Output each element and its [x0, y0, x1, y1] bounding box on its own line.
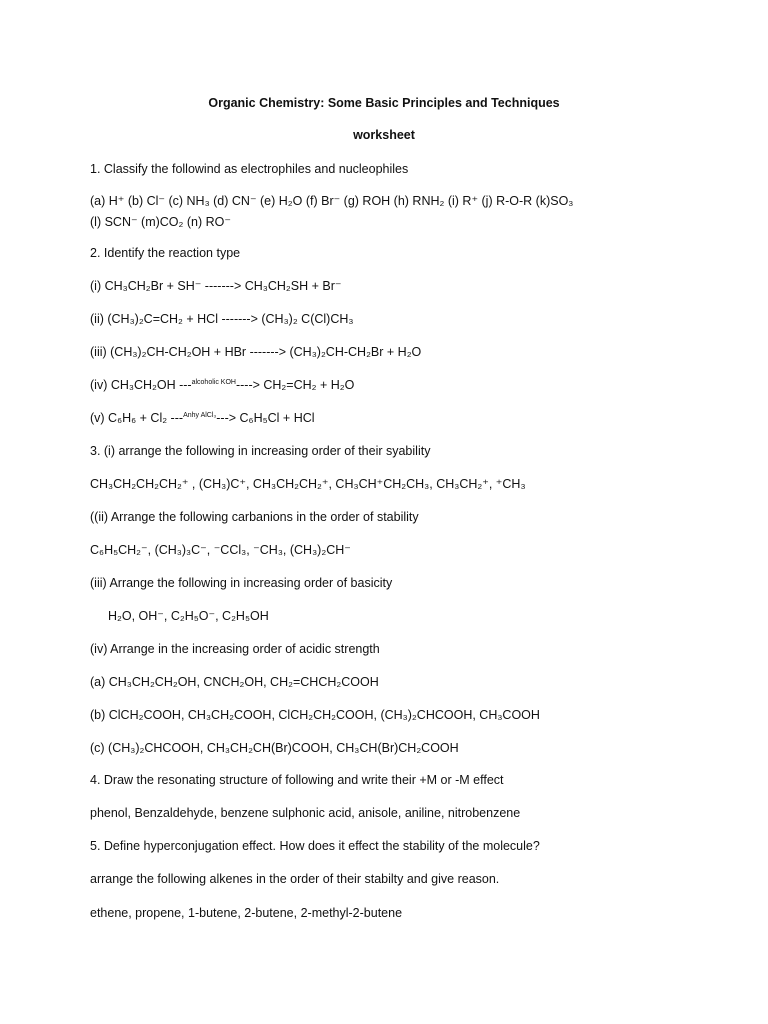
- question-3-iii-items: H₂O, OH⁻, C₂H₅O⁻, C₂H₅OH: [108, 609, 269, 623]
- page-title: Organic Chemistry: Some Basic Principles and Techniques: [208, 96, 560, 110]
- question-1: 1. Classify the followind as electrophiles and nucleophiles: [90, 162, 409, 176]
- question-4-items: phenol, Benzaldehyde, benzene sulphonic acid, anisole, aniline, nitrobenzene: [90, 806, 521, 820]
- question-3-ii-items: C₆H₅CH₂⁻, (CH₃)₃C⁻, ⁻CCl₃, ⁻CH₃, (CH₃)₂CH⁻: [90, 543, 351, 557]
- question-3-i-items: CH₃CH₂CH₂CH₂⁺ , (CH₃)C⁺, CH₃CH₂CH₂⁺, CH₃CH⁺CH₂CH₃, CH₃CH₂⁺, ⁺CH₃: [90, 477, 526, 491]
- page-subtitle: worksheet: [353, 128, 415, 142]
- question-3-iv-b: (b) ClCH₂COOH, CH₃CH₂COOH, ClCH₂CH₂COOH, (CH₃)₂CHCOOH, CH₃COOH: [90, 708, 540, 722]
- question-1-species-line-2: (l) SCN⁻ (m)CO₂ (n) RO⁻: [90, 215, 231, 229]
- question-4: 4. Draw the resonating structure of following and write their +M or -M effect: [90, 773, 504, 787]
- reaction-iv-products: ----> CH₂=CH₂ + H₂O: [235, 378, 355, 392]
- question-5: 5. Define hyperconjugation effect. How does it effect the stability of the molecule?: [90, 839, 540, 853]
- reaction-i: (i) CH₃CH₂Br + SH⁻ -------> CH₃CH₂SH + Br⁻: [90, 279, 342, 293]
- reaction-iv-reactants: (iv) CH₃CH₂OH ---: [90, 378, 192, 392]
- reaction-iv-reagent: alcoholic KOH: [191, 379, 236, 386]
- question-3-ii: ((ii) Arrange the following carbanions in the order of stability: [90, 510, 419, 524]
- question-3-iv-c: (c) (CH₃)₂CHCOOH, CH₃CH₂CH(Br)COOH, CH₃CH(Br)CH₂COOH: [90, 741, 459, 755]
- question-3-iv: (iv) Arrange in the increasing order of acidic strength: [90, 642, 380, 656]
- reaction-iv: [90, 378, 354, 392]
- question-5-items: ethene, propene, 1-butene, 2-butene, 2-methyl-2-butene: [90, 906, 403, 920]
- question-2: 2. Identify the reaction type: [90, 246, 241, 260]
- reaction-v-reagent: Anhy AlCl₃: [183, 412, 217, 419]
- reaction-ii: (ii) (CH₃)₂C=CH₂ + HCl -------> (CH₃)₂ C(Cl)CH₃: [90, 312, 354, 326]
- question-3-i: 3. (i) arrange the following in increasing order of their syability: [90, 444, 431, 458]
- question-1-species-line-1: (a) H⁺ (b) Cl⁻ (c) NH₃ (d) CN⁻ (e) H₂O (f) Br⁻ (g) ROH (h) RNH₂ (i) R⁺ (j) R-O-R (k)SO₃: [90, 194, 574, 208]
- reaction-iii: (iii) (CH₃)₂CH-CH₂OH + HBr -------> (CH₃)₂CH-CH₂Br + H₂O: [90, 345, 422, 359]
- reaction-v-reactants: (v) C₆H₆ + Cl₂ ---: [90, 411, 184, 425]
- question-3-iii: (iii) Arrange the following in increasing order of basicity: [90, 576, 393, 590]
- question-3-iv-a: (a) CH₃CH₂CH₂OH, CNCH₂OH, CH₂=CHCH₂COOH: [90, 675, 379, 689]
- reaction-v: [90, 411, 315, 425]
- question-5-instruction: arrange the following alkenes in the order of their stabilty and give reason.: [90, 872, 500, 886]
- reaction-v-products: ---> C₆H₅Cl + HCl: [216, 411, 315, 425]
